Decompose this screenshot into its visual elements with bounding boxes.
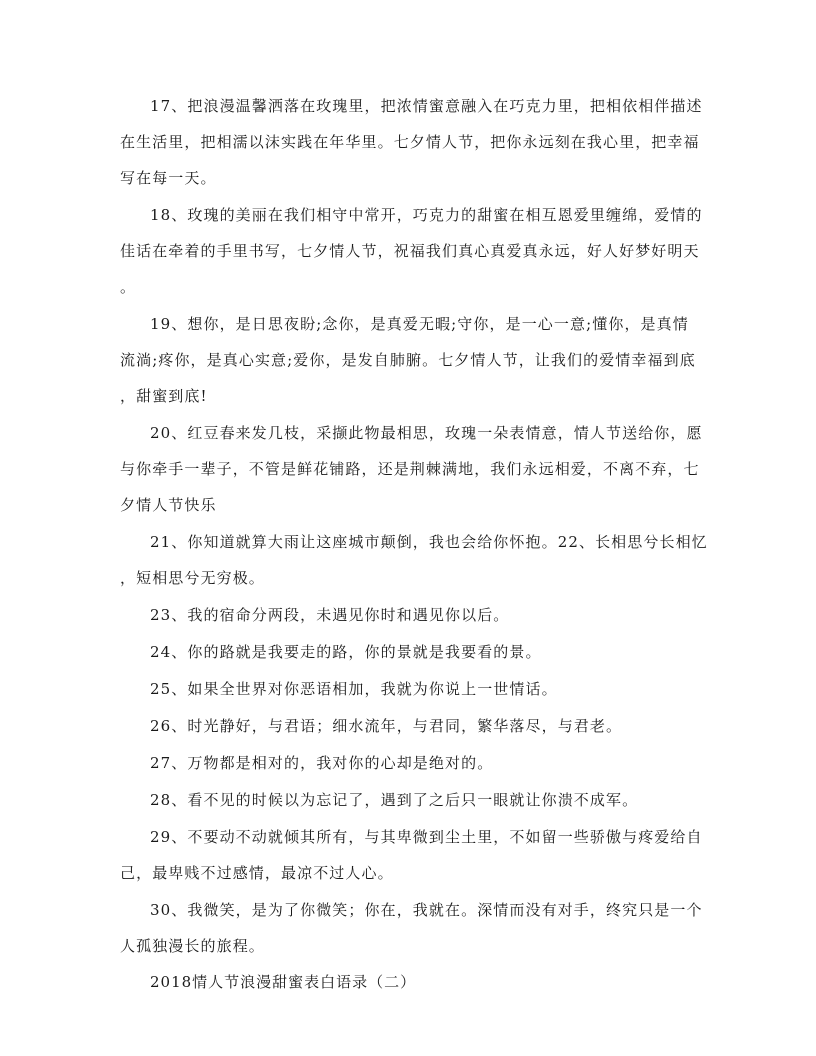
paragraph-line: 18、玫瑰的美丽在我们相守中常开，巧克力的甜蜜在相互恩爱里缠绵，爱情的 <box>150 206 703 224</box>
paragraph-line: 25、如果全世界对你恶语相加，我就为你说上一世情话。 <box>150 680 558 698</box>
paragraph-line: 人孤独漫长的旅程。 <box>120 937 265 955</box>
paragraph-3 <box>120 306 698 414</box>
paragraph-2 <box>120 197 703 305</box>
paragraph-line: 与你牵手一辈子，不管是鲜花铺路，还是荆棘满地，我们永远相爱，不离不弃，七 <box>120 460 700 478</box>
section-heading: 2018情人节浪漫甜蜜表白语录（二） <box>150 973 417 991</box>
paragraph-line: 29、不要动不动就倾其所有，与其卑微到尘土里，不如留一些骄傲与疼爱给自 <box>150 828 703 846</box>
paragraph-9 <box>120 708 698 744</box>
paragraph-7 <box>120 634 698 670</box>
paragraph-line: 。 <box>120 278 137 296</box>
paragraph-line: 30、我微笑，是为了你微笑；你在，我就在。深情而没有对手，终究只是一个 <box>150 901 703 919</box>
paragraph-line: 夕情人节快乐 <box>120 496 217 514</box>
paragraph-line: 19、想你，是日思夜盼;念你，是真爱无暇;守你，是一心一意;懂你，是真情 <box>150 315 689 333</box>
paragraph-line: 在生活里，把相濡以沫实践在年华里。七夕情人节，把你永远刻在我心里，把幸福 <box>120 133 700 151</box>
paragraph-5 <box>120 524 708 596</box>
paragraph-11 <box>120 782 698 818</box>
paragraph-line: 17、把浪漫温馨洒落在玫瑰里，把浓情蜜意融入在巧克力里，把相依相伴描述 <box>150 97 703 115</box>
paragraph-line: ，短相思兮无穷极。 <box>120 569 265 587</box>
paragraph-line: 28、看不见的时候以为忘记了，遇到了之后只一眼就让你溃不成军。 <box>150 791 639 809</box>
paragraph-4 <box>120 415 703 523</box>
paragraph-line: ，甜蜜到底! <box>120 387 208 405</box>
paragraph-line: 23、我的宿命分两段，未遇见你时和遇见你以后。 <box>150 606 510 624</box>
paragraph-line: 流淌;疼你，是真心实意;爱你，是发自肺腑。七夕情人节，让我们的爱情幸福到底 <box>120 351 696 369</box>
document-page <box>120 88 708 1000</box>
paragraph-line: 20、红豆春来发几枝，采撷此物最相思，玫瑰一朵表情意，情人节送给你，愿 <box>150 424 703 442</box>
paragraph-line: 26、时光静好，与君语；细水流年，与君同，繁华落尽，与君老。 <box>150 717 623 735</box>
paragraph-line: 佳话在牵着的手里书写，七夕情人节，祝福我们真心真爱真永远，好人好梦好明天 <box>120 242 700 260</box>
paragraph-line: 27、万物都是相对的，我对你的心却是绝对的。 <box>150 754 494 772</box>
paragraph-10 <box>120 745 698 781</box>
paragraph-line: 21、你知道就算大雨让这座城市颠倒，我也会给你怀抱。22、长相思兮长相忆 <box>150 533 708 551</box>
paragraph-6 <box>120 597 698 633</box>
paragraph-line: 己，最卑贱不过感情，最凉不过人心。 <box>120 864 394 882</box>
paragraph-13 <box>120 892 703 964</box>
paragraph-1 <box>120 88 703 196</box>
paragraph-line: 24、你的路就是我要走的路，你的景就是我要看的景。 <box>150 643 542 661</box>
paragraph-line: 写在每一天。 <box>120 169 217 187</box>
paragraph-12 <box>120 819 703 891</box>
paragraph-list <box>120 88 708 964</box>
paragraph-8 <box>120 671 698 707</box>
